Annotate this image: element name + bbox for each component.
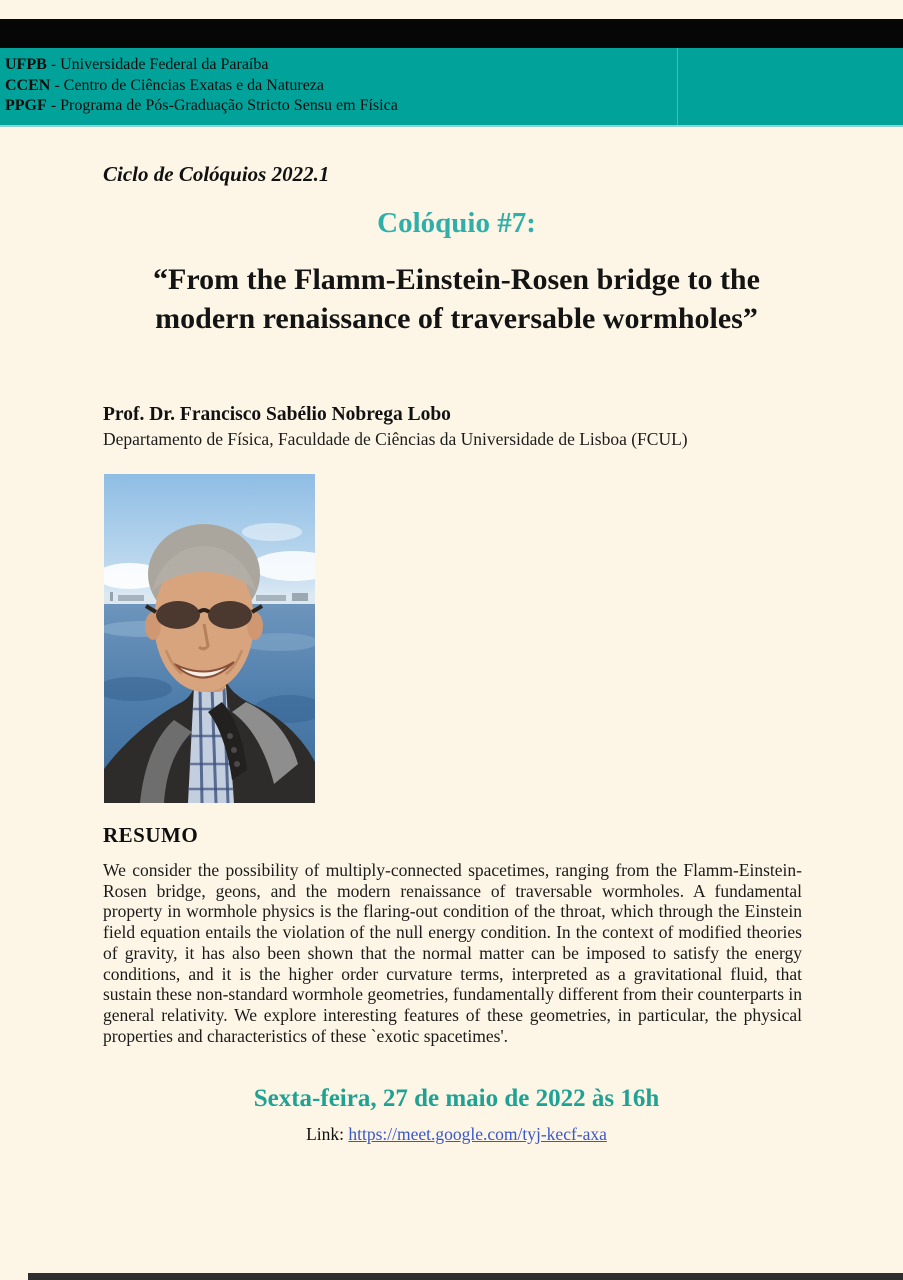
series-title: Ciclo de Colóquios 2022.1 (103, 162, 330, 186)
colloquium-number: Colóquio #7: (377, 207, 536, 239)
institution-line-ppgf (5, 96, 903, 117)
institution-header-band (0, 48, 903, 127)
speaker-photo (104, 474, 315, 803)
speaker-name: Prof. Dr. Francisco Sabélio Nobrega Lobo (103, 404, 451, 425)
meeting-link-line (103, 1124, 810, 1145)
institution-line-ccen (5, 76, 903, 97)
abstract-heading: RESUMO (103, 823, 199, 847)
institution-acronym: PPGF (5, 97, 47, 114)
speaker-photo-graphic (104, 474, 315, 803)
institution-name: - Centro de Ciências Exatas e da Natureza (50, 76, 324, 94)
link-label: Link: (306, 1124, 344, 1144)
speaker-affiliation: Departamento de Física, Faculdade de Ciências da Universidade de Lisboa (FCUL) (103, 429, 688, 449)
meeting-link[interactable]: https://meet.google.com/tyj-kecf-axa (348, 1124, 607, 1144)
bottom-black-bar (28, 1273, 903, 1280)
institution-acronym: UFPB (5, 56, 47, 73)
institution-line-ufpb (5, 55, 903, 76)
institution-acronym: CCEN (5, 76, 51, 94)
top-black-bar (0, 19, 903, 48)
institution-name: - Universidade Federal da Paraíba (46, 56, 269, 73)
talk-title: “From the Flamm-Einstein-Rosen bridge to the modern renaissance of traversable wormholes” (153, 263, 760, 335)
band-column-divider (677, 48, 678, 125)
institution-lines (0, 48, 903, 117)
abstract-text: We consider the possibility of multiply-connected spacetimes, ranging from the Flamm-Einstein-Rosen bridge, geons, and the modern renaissance of traversable wormholes. A fundamental property in wormhole physics is the flaring-out condition of the throat, which through the Einstein field equation entails the violation of the null energy condition. In the context of modified theories of gravity, it has also been shown that the normal matter can be imposed to satisfy the energy conditions, and it is the higher order curvature terms, interpreted as a gravitational fluid, that sustain these non-standard wormhole geometries, fundamentally different from their counterparts in general relativity. We explore interesting features of these geometries, in particular, the physical properties and characteristics of these `exotic spacetimes'. (103, 860, 802, 1046)
institution-name: - Programa de Pós-Graduação Stricto Sensu em Física (46, 97, 398, 114)
event-datetime: Sexta-feira, 27 de maio de 2022 às 16h (253, 1085, 660, 1112)
